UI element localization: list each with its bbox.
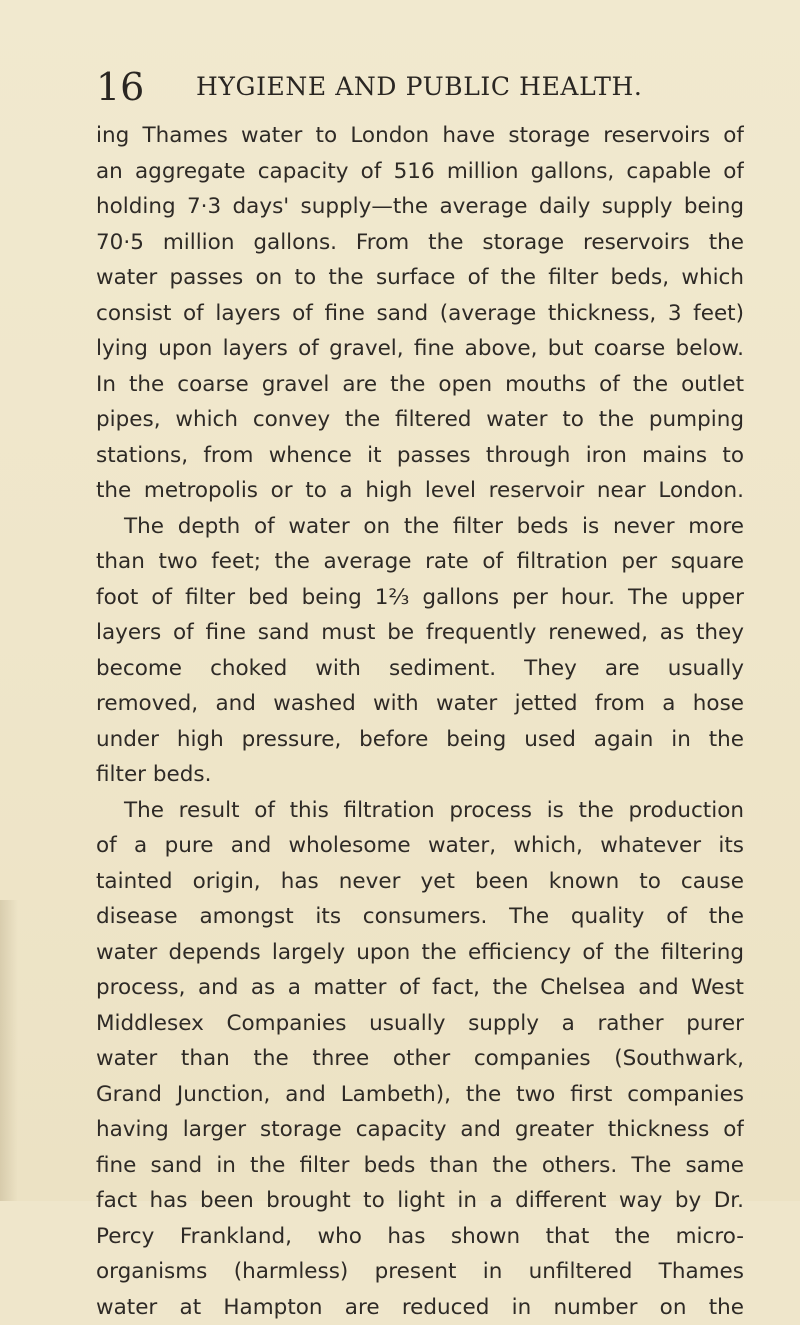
text-line: tainted origin, has never yet been known to cause — [96, 864, 744, 900]
text-line: water at Hampton are reduced in number on the — [96, 1290, 744, 1325]
text-line: layers of fine sand must be frequently renewed, as they — [96, 615, 744, 651]
text-line: an aggregate capacity of 516 million gallons, capable of — [96, 154, 744, 190]
text-line: consist of layers of fine sand (average thickness, 3 feet) — [96, 296, 744, 332]
text-line: process, and as a matter of fact, the Chelsea and West — [96, 970, 744, 1006]
text-line: the metropolis or to a high level reservoir near London. — [96, 473, 744, 509]
text-line: having larger storage capacity and greater thickness of — [96, 1112, 744, 1148]
text-line: water passes on to the surface of the filter beds, which — [96, 260, 744, 296]
text-line: pipes, which convey the filtered water to the pumping — [96, 402, 744, 438]
running-head: HYGIENE AND PUBLIC HEALTH. — [196, 62, 746, 112]
text-line: Middlesex Companies usually supply a rather purer — [96, 1006, 744, 1042]
text-line: disease amongst its consumers. The quality of the — [96, 899, 744, 935]
text-line: filter beds. — [96, 757, 744, 793]
text-line: lying upon layers of gravel, fine above, but coarse below. — [96, 331, 744, 367]
text-line: become choked with sediment. They are usually — [96, 651, 744, 687]
text-line: water depends largely upon the efficiency of the filtering — [96, 935, 744, 971]
text-line: stations, from whence it passes through iron mains to — [96, 438, 744, 474]
text-line: The result of this filtration process is the production — [96, 793, 744, 829]
text-line: under high pressure, before being used again in the — [96, 722, 744, 758]
text-line: The depth of water on the filter beds is never more — [96, 509, 744, 545]
page-number: 16 — [96, 62, 144, 112]
text-line: Percy Frankland, who has shown that the micro- — [96, 1219, 744, 1255]
text-line: than two feet; the average rate of filtration per square — [96, 544, 744, 580]
text-line: In the coarse gravel are the open mouths of the outlet — [96, 367, 744, 403]
text-line: removed, and washed with water jetted from a hose — [96, 686, 744, 722]
text-line: Grand Junction, and Lambeth), the two first companies — [96, 1077, 744, 1113]
text-line: fine sand in the filter beds than the others. The same — [96, 1148, 744, 1184]
text-line: of a pure and wholesome water, which, whatever its — [96, 828, 744, 864]
page-header — [96, 62, 746, 112]
text-line: 70·5 million gallons. From the storage reservoirs the — [96, 225, 744, 261]
binding-shadow — [0, 900, 18, 1201]
text-line: water than the three other companies (Southwark, — [96, 1041, 744, 1077]
body-text — [96, 118, 744, 1325]
text-line: ing Thames water to London have storage reservoirs of — [96, 118, 744, 154]
text-line: fact has been brought to light in a different way by Dr. — [96, 1183, 744, 1219]
text-line: foot of filter bed being 1⅔ gallons per hour. The upper — [96, 580, 744, 616]
text-line: holding 7·3 days' supply—the average daily supply being — [96, 189, 744, 225]
text-line: organisms (harmless) present in unfiltered Thames — [96, 1254, 744, 1290]
